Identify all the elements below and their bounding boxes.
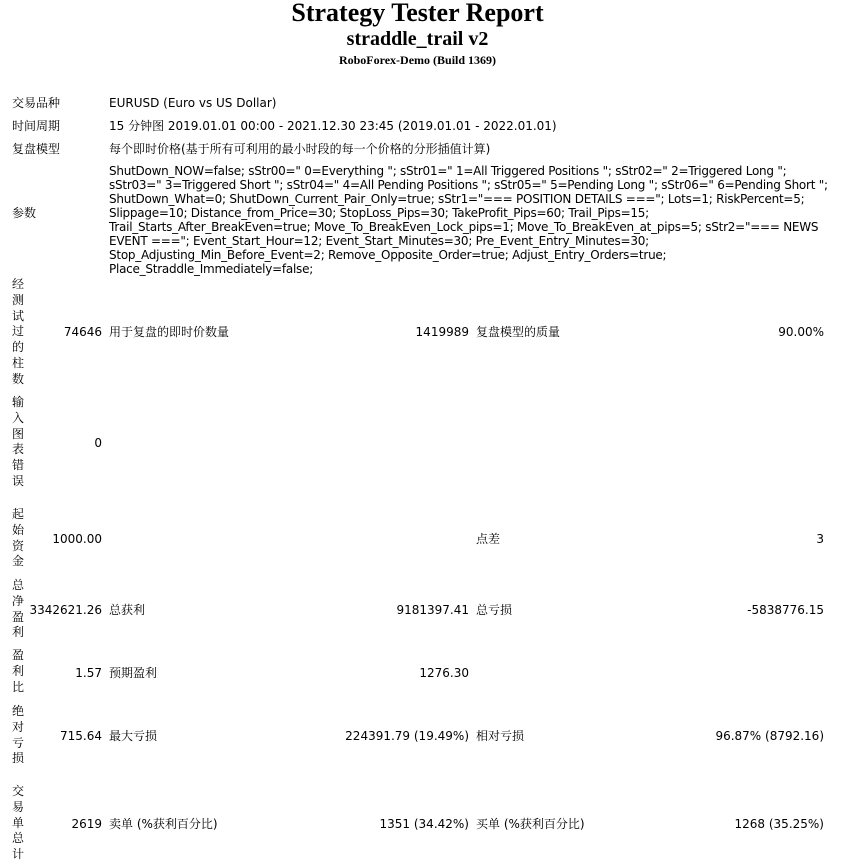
report-title: Strategy Tester Report: [291, 0, 544, 27]
short-positions-label: 卖单 (%获利百分比): [109, 817, 218, 831]
gross-profit-label: 总获利: [109, 603, 146, 617]
expert-name: straddle_trail v2: [346, 28, 489, 50]
total-trades-label: 交易单总计: [12, 784, 25, 862]
long-positions-value: 1268 (35.25%): [734, 817, 824, 831]
quality-value: 90.00%: [778, 325, 824, 339]
expected-payoff-label: 预期盈利: [109, 666, 158, 680]
server-build: RoboForex-Demo (Build 1369): [338, 53, 497, 67]
symbol-label: 交易品种: [12, 96, 61, 110]
deposit-value: 1000.00: [52, 532, 102, 546]
expected-payoff-value: 1276.30: [419, 666, 469, 680]
bars-value: 74646: [63, 325, 102, 339]
symbol-value: EURUSD (Euro vs US Dollar): [109, 96, 277, 110]
gross-loss-label: 总亏损: [476, 603, 513, 617]
gross-profit-value: 9181397.41: [396, 603, 469, 617]
errors-value: 0: [94, 436, 102, 450]
profit-factor-value: 1.57: [75, 666, 102, 680]
total-trades-value: 2619: [71, 817, 102, 831]
short-positions-value: 1351 (34.42%): [379, 817, 469, 831]
spread-value: 3: [816, 532, 824, 546]
relative-drawdown-label: 相对亏损: [476, 729, 525, 743]
spread-label: 点差: [476, 532, 501, 546]
errors-label: 输入图表错误: [12, 395, 25, 488]
quality-label: 复盘模型的质量: [476, 325, 561, 339]
absolute-drawdown-label: 绝对亏损: [12, 704, 25, 766]
params-value: ShutDown_NOW=false; sStr00=" 0=Everything "; sStr01=" 1=All Triggered Positions "; sStr02=" 2=Triggered Long "; sStr03=" 3=Triggered Short "; sStr04=" 4=All Pending Positions "; sStr05=" 5=Pending Long "; sStr06=" 6=Pending Short "; ShutDown_What=0; ShutDown_Current_Pair_Only=true; sStr1="=== POSITION DETAILS ==="; Lots=1; RiskPercent=5; Slippage=10; Distance_from_Price=30; StopLoss_Pips=30; TakeProfit_Pips=60; Trail_Pips=15; Trail_Starts_After_BreakEven=true; Move_To_BreakEven_Lock_pips=1; Move_To_BreakEven_at_pips=5; sStr2="=== NEWS EVENT ==="; Event_Start_Hour=12; Event_Start_Minutes=30; Pre_Event_Entry_Minutes=30; Stop_Adjusting_Min_Before_Event=2; Remove_Opposite_Order=true; Adjust_Entry_Orders=true; Place_Straddle_Immediately=false;: [109, 164, 828, 276]
profit-factor-label: 盈利比: [12, 648, 25, 694]
model-label: 复盘模型: [12, 142, 61, 156]
gross-loss-value: -5838776.15: [747, 603, 824, 617]
model-value: 每个即时价格(基于所有可利用的最小时段的每一个价格的分形插值计算): [109, 142, 491, 156]
absolute-drawdown-value: 715.64: [60, 729, 102, 743]
params-label: 参数: [12, 206, 37, 220]
ticks-value: 1419989: [415, 325, 469, 339]
relative-drawdown-value: 96.87% (8792.16): [715, 729, 824, 743]
deposit-label: 起始资金: [12, 507, 25, 569]
net-profit-label: 总净盈利: [12, 578, 25, 640]
net-profit-value: 3342621.26: [29, 603, 102, 617]
ticks-label: 用于复盘的即时价数量: [109, 325, 230, 339]
max-drawdown-label: 最大亏损: [109, 729, 158, 743]
long-positions-label: 买单 (%获利百分比): [476, 817, 585, 831]
period-value: 15 分钟图 2019.01.01 00:00 - 2021.12.30 23:45 (2019.01.01 - 2022.01.01): [109, 119, 557, 133]
bars-label: 经测试过的柱数: [12, 277, 25, 386]
period-label: 时间周期: [12, 119, 61, 133]
max-drawdown-value: 224391.79 (19.49%): [345, 729, 469, 743]
